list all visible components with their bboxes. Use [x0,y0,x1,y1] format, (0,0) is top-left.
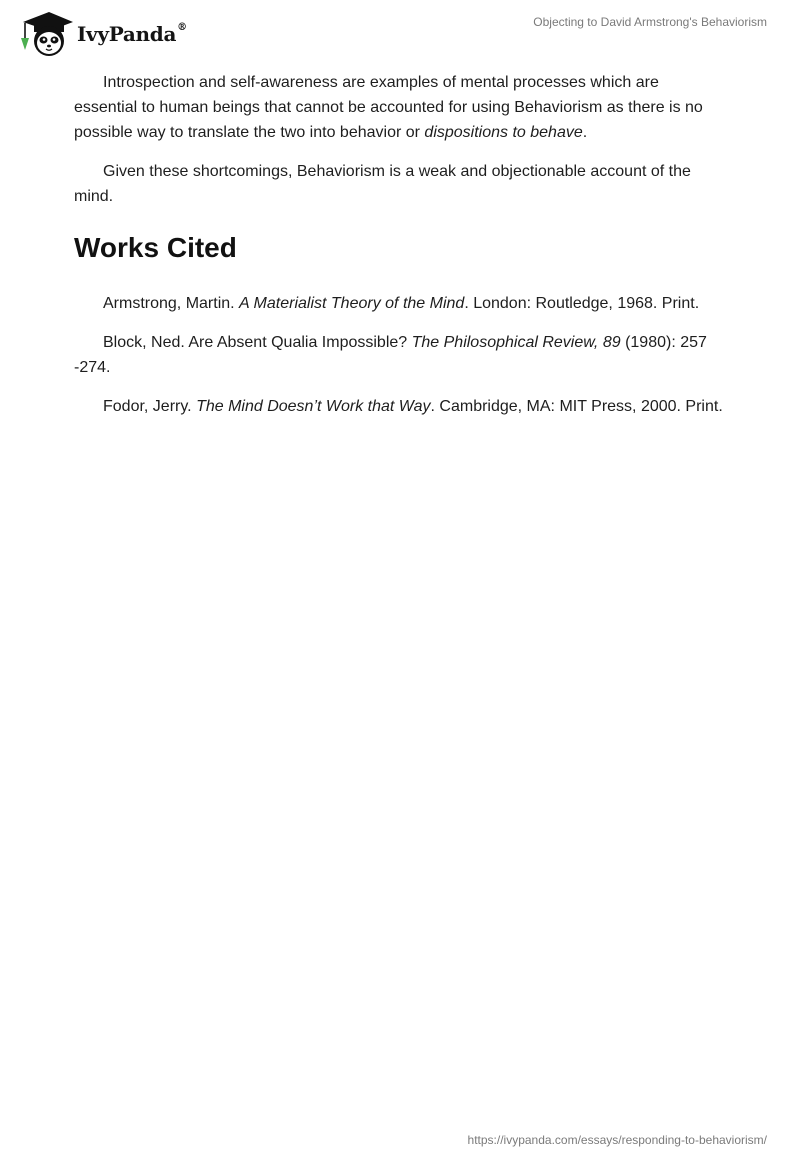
citation-fodor: Fodor, Jerry. The Mind Doesn’t Work that Way. Cambridge, MA: MIT Press, 2000. Print. [103,398,723,415]
citation-armstrong: Armstrong, Martin. A Materialist Theory of the Mind. London: Routledge, 1968. Print. [103,295,700,312]
brand-logo[interactable] [15,8,187,58]
citation-block: Block, Ned. Are Absent Qualia Impossible? The Philosophical Review, 89 (1980): 257 -274. [74,334,707,376]
paragraph-conclusion: Given these shortcomings, Behaviorism is a weak and objectionable account of the mind. [74,163,691,205]
registered-mark: ® [177,22,187,34]
paragraph-introspection: Introspection and self-awareness are examples of mental processes which are essential to human beings that cannot be accounted for using Behaviorism as there is no possible way to translate the two into behavior or dispositions to behave. [74,74,703,141]
works-cited-heading: Works Cited [74,232,237,263]
emphasis-dispositions: dispositions to behave [424,124,583,141]
source-url-link[interactable]: https://ivypanda.com/essays/responding-to-behaviorism/ [467,1133,767,1147]
essay-content [74,70,724,433]
brand-name: IvyPanda® [77,22,187,46]
document-title: Objecting to David Armstrong's Behaviorism [533,15,767,29]
graduation-panda-icon [15,8,75,58]
